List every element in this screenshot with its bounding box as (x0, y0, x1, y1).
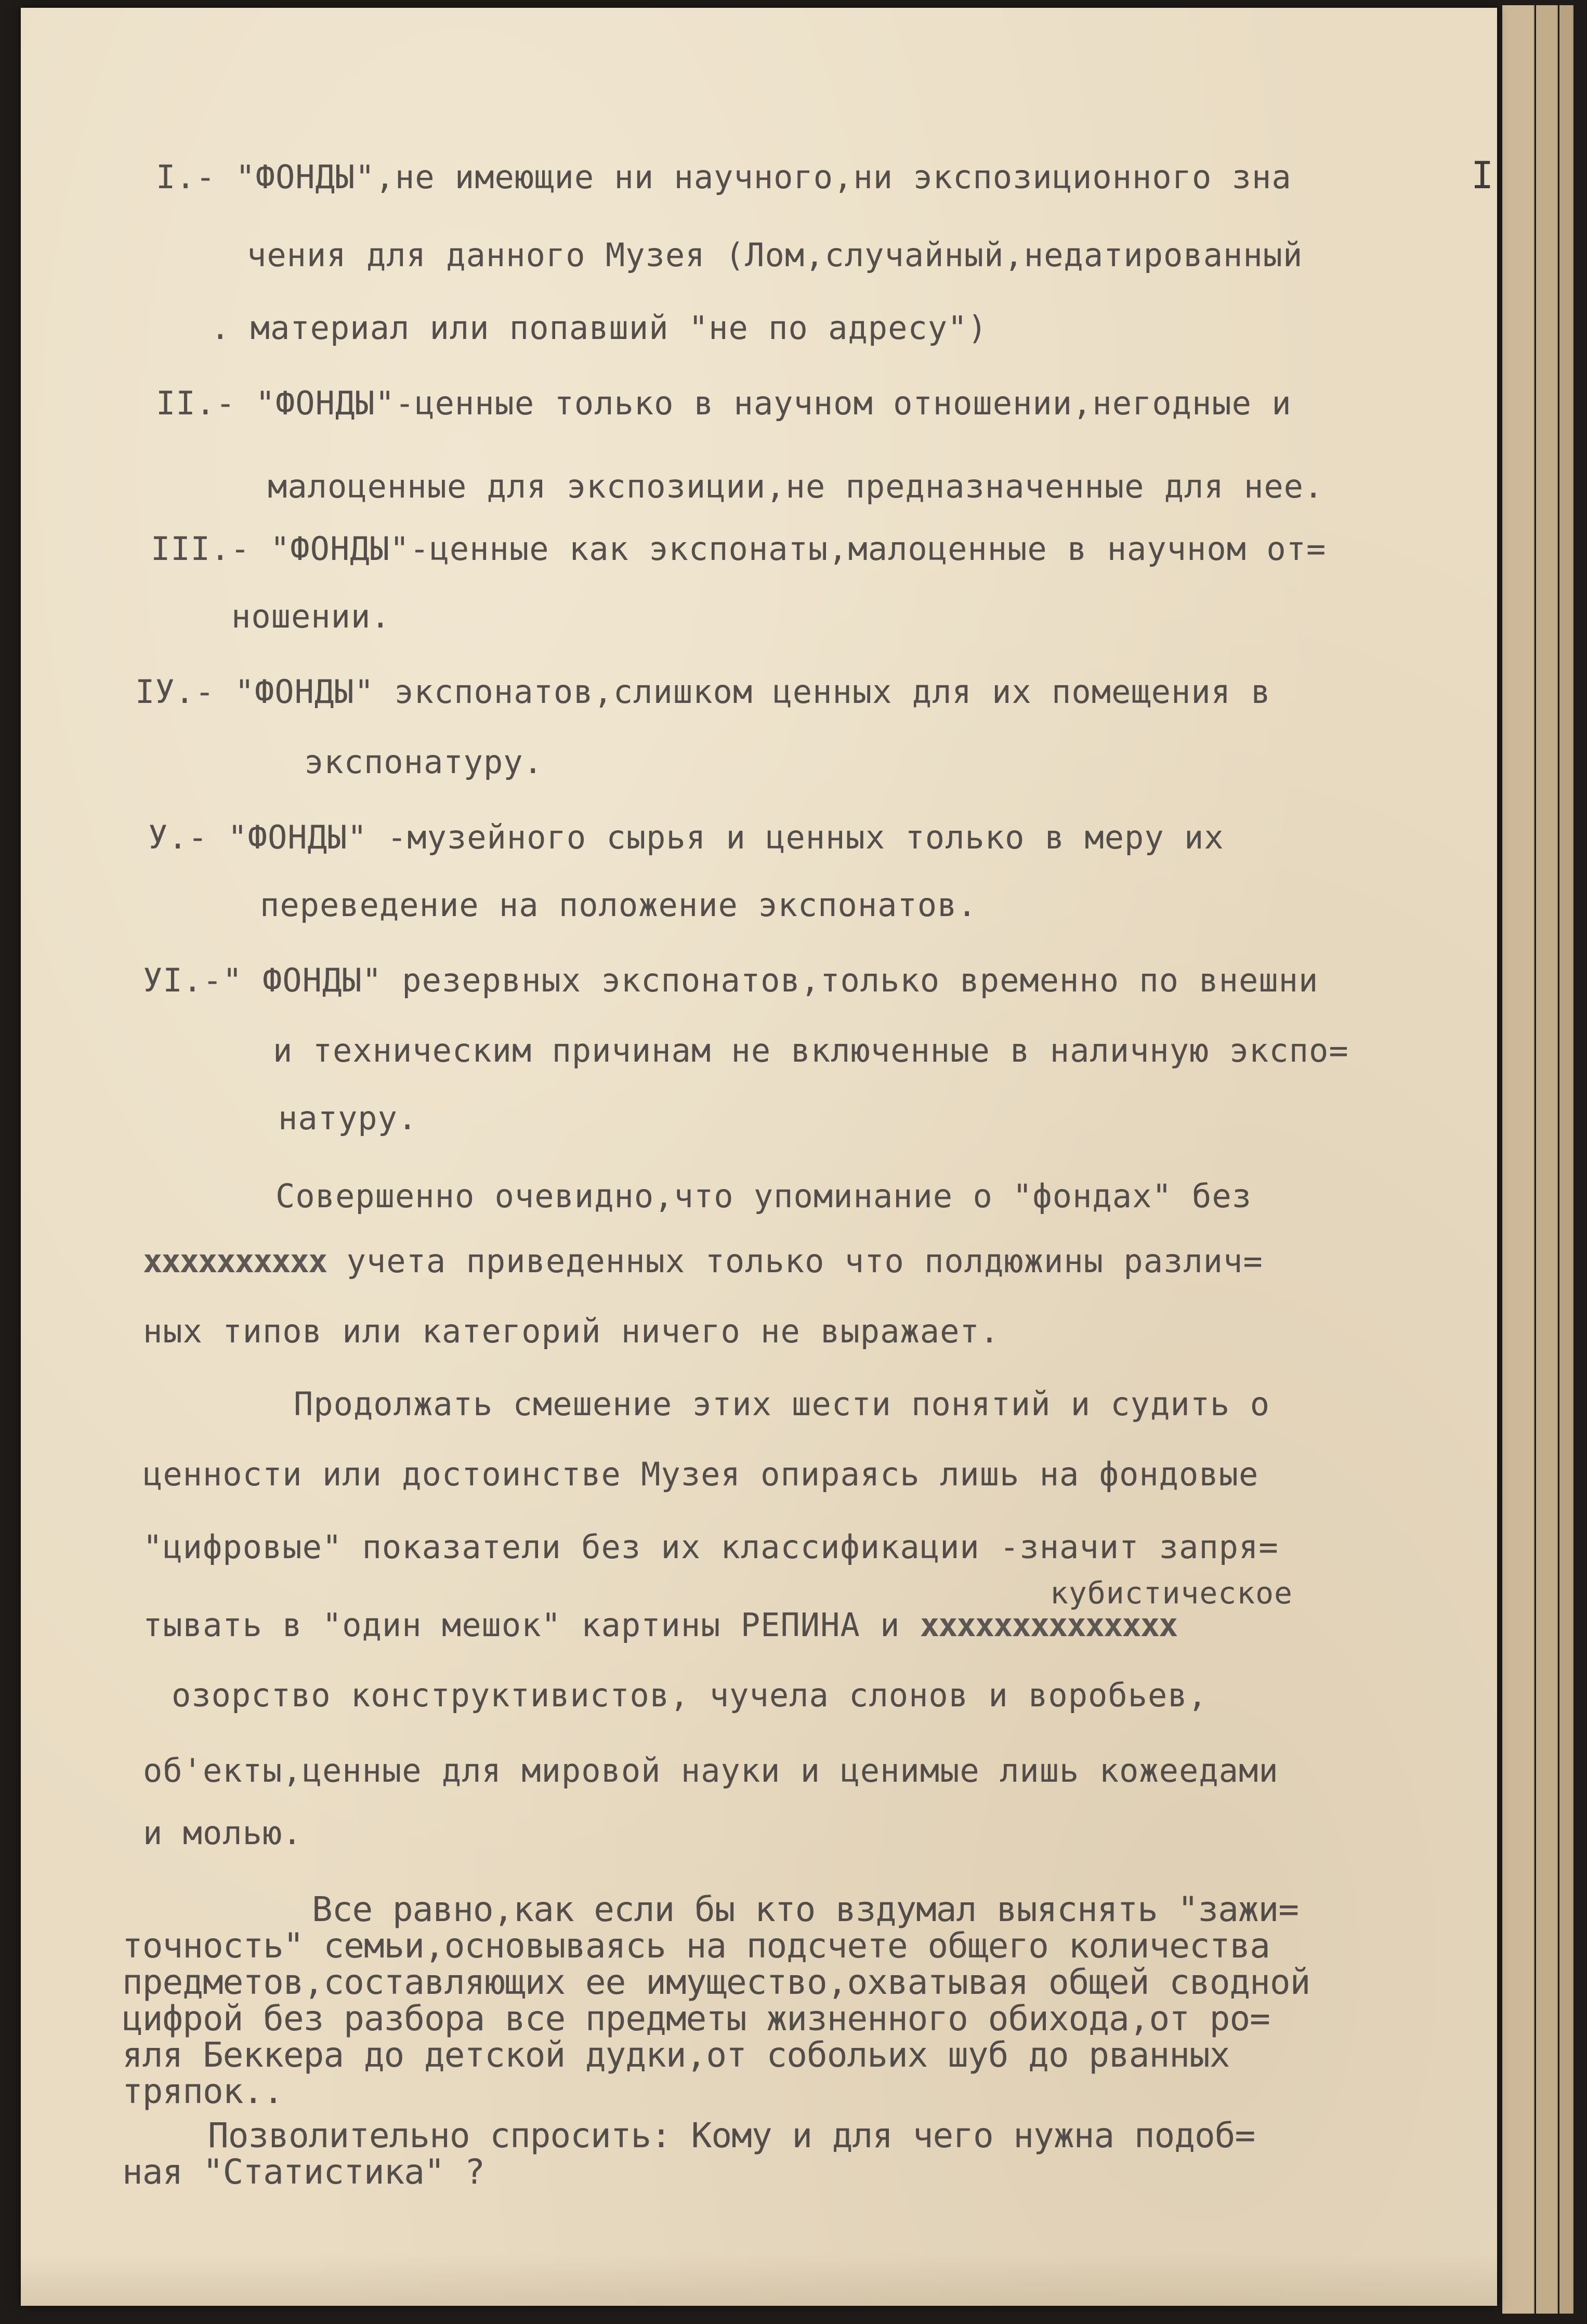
text-line: об'екты,ценные для мировой науки и ценимые лишь кожеедами (143, 1752, 1279, 1790)
text-line: Позволительно спросить: Кому и для чего нужна подоб= (208, 2116, 1255, 2156)
text-line: ценности или достоинстве Музея опираясь лишь на фондовые (143, 1455, 1259, 1493)
text-line: ных типов или категорий ничего не выражает. (143, 1312, 1000, 1350)
text-line: II.- "ФОНДЫ"-ценные только в научном отношении,негодные и (156, 384, 1292, 422)
text-line: цифрой без разбора все предметы жизненного обихода,от ро= (122, 1999, 1270, 2039)
text-fragment: учета приведенных только что полдюжины различ= (346, 1242, 1263, 1280)
text-line: и техническим причинам не включенные в наличную экспо= (273, 1032, 1349, 1069)
text-line: предметов,составляющих ее имущество,охватывая общей сводной (122, 1962, 1310, 2002)
struck-word: хххххххххх (143, 1242, 327, 1280)
typewritten-page (21, 8, 1497, 2306)
text-line: УI.-" ФОНДЫ" резервных экспонатов,только временно по внешни (143, 961, 1319, 999)
page-number: I (1471, 153, 1494, 197)
text-line: Совершенно очевидно,что упоминание о "фондах" без (276, 1177, 1252, 1215)
text-line: экспонатуру. (304, 743, 543, 781)
page-stack-edge (1502, 5, 1534, 2314)
text-line: IУ.- "ФОНДЫ" экспонатов,слишком ценных для их помещения в (135, 673, 1271, 711)
text-line: У.- "ФОНДЫ" -музейного сырья и ценных только в меру их (148, 818, 1224, 856)
text-line: ношении. (231, 597, 391, 635)
page-stack-edge (1536, 5, 1558, 2314)
text-line: тряпок.. (122, 2071, 283, 2111)
text-line: Все равно,как если бы кто вздумал выяснять "зажи= (312, 1889, 1299, 1929)
text-line: I.- "ФОНДЫ",не имеющие ни научного,ни экспозиционного зна (156, 158, 1292, 196)
text-line: ная "Статистика" ? (122, 2152, 485, 2192)
text-line-with-strikeout (143, 1242, 1263, 1280)
text-line: чения для данного Музея (Лом,случайный,недатированный (247, 236, 1303, 274)
text-insertion-above-line: кубистическое (1050, 1575, 1293, 1611)
struck-word: хххххххххххххх (920, 1606, 1177, 1644)
text-line: переведение на положение экспонатов. (260, 886, 977, 924)
text-line: III.- "ФОНДЫ"-ценные как экспонаты,малоценные в научном от= (151, 530, 1327, 568)
text-line: Продолжать смешение этих шести понятий и судить о (294, 1385, 1270, 1423)
page-stack-edge (1559, 5, 1573, 2314)
text-line: яля Беккера до детской дудки,от собольих шуб до рванных (122, 2035, 1230, 2075)
text-line: малоценные для экспозиции,не предназначенные для нее. (268, 467, 1324, 505)
text-line-with-strikeout (143, 1606, 1177, 1644)
text-line: . материал или попавший "не по адресу") (211, 309, 988, 347)
text-fragment: тывать в "один мешок" картины РЕПИНА и (143, 1606, 900, 1644)
text-line: точность" семьи,основываясь на подсчете общего количества (122, 1926, 1270, 1966)
text-line: "цифровые" показатели без их классификации -значит запря= (143, 1528, 1279, 1566)
text-line: озорство конструктивистов, чучела слонов и воробьев, (172, 1676, 1208, 1714)
text-line: натуру. (278, 1099, 418, 1137)
page-bottom-shadow (21, 2254, 1497, 2306)
text-line: и молью. (143, 1814, 303, 1852)
